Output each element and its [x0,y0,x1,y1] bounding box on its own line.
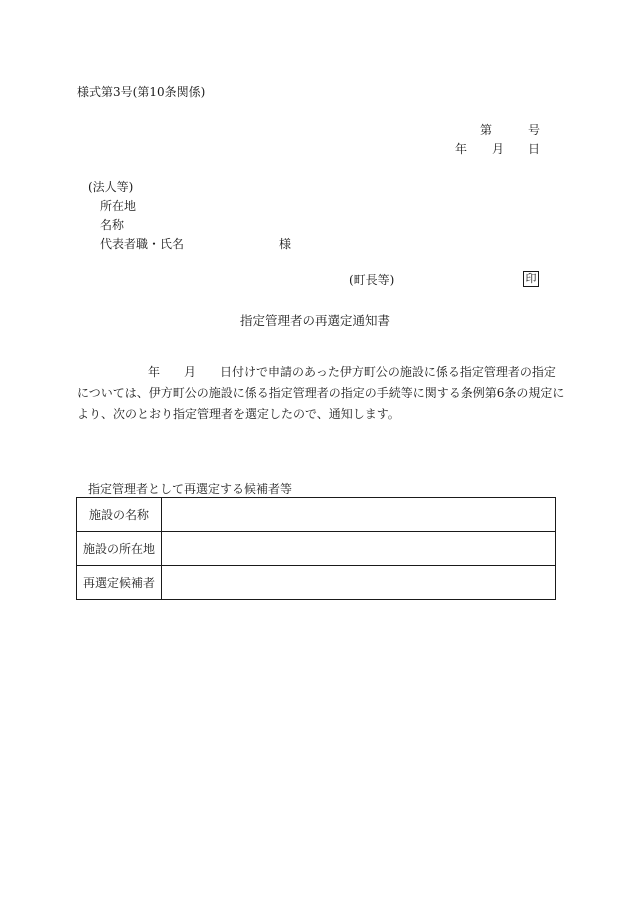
recipient-name-label: 名称 [100,218,125,232]
candidate-table [76,497,556,600]
body-line-3: より、次のとおり指定管理者を選定したので、通知します。 [77,407,400,421]
seal-mark: 印 [523,271,539,287]
recipient-honorific: 様 [279,237,292,251]
body-year-label: 年 [148,365,161,379]
body-month-label: 月 [184,365,197,379]
form-number: 様式第3号(第10条関係) [77,85,206,99]
row-value-candidate [162,566,556,600]
row-label-candidate: 再選定候補者 [77,566,162,600]
table-row [77,498,556,532]
body-line-2: については、伊方町公の施設に係る指定管理者の指定の手続等に関する条例第6条の規定に [77,386,565,400]
row-label-facility-name: 施設の名称 [77,498,162,532]
row-label-facility-address: 施設の所在地 [77,532,162,566]
date-year-label: 年 [455,142,468,156]
document-number-suffix: 号 [528,123,541,137]
recipient-representative-label: 代表者職・氏名 [100,237,185,251]
document-number-label: 第 [480,123,493,137]
body-line-1: 日付けで申請のあった伊方町公の施設に係る指定管理者の指定 [220,365,556,379]
row-value-facility-address [162,532,556,566]
date-day-label: 日 [528,142,541,156]
table-row [77,566,556,600]
recipient-type: (法人等) [88,180,134,194]
recipient-address-label: 所在地 [100,199,137,213]
row-value-facility-name [162,498,556,532]
document-title: 指定管理者の再選定通知書 [239,313,390,328]
date-month-label: 月 [492,142,505,156]
sender-label: (町長等) [349,273,395,287]
table-caption: 指定管理者として再選定する候補者等 [88,482,293,496]
table-row [77,532,556,566]
